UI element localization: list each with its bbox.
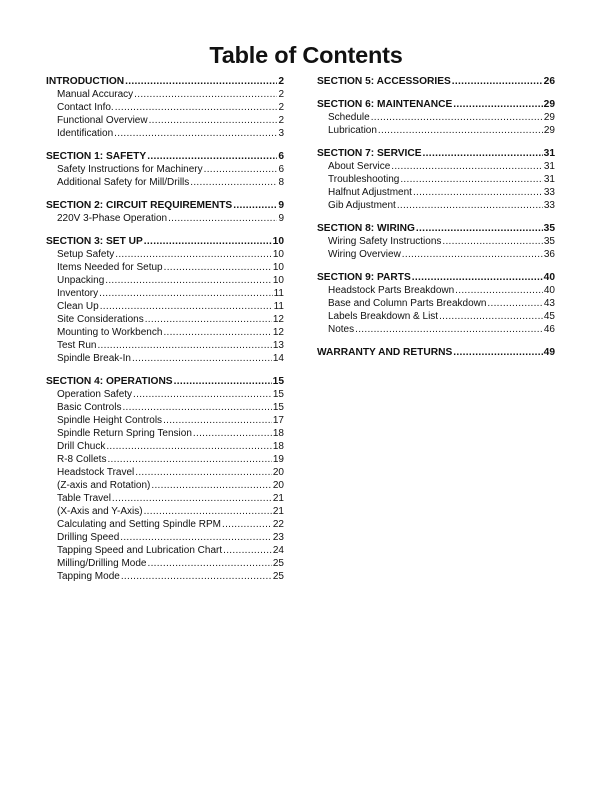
toc-section-section-3-set-up[interactable]: [46, 235, 284, 248]
page-number: 26: [543, 76, 555, 87]
page-number: 10: [272, 275, 284, 286]
dot-leader: [412, 271, 543, 284]
toc-section-section-8-wiring[interactable]: [317, 222, 555, 235]
toc-entry-z-axis-and-rotation[interactable]: [46, 479, 284, 492]
toc-entry-spindle-break-in[interactable]: [46, 352, 284, 365]
toc-section-title: SECTION 7: SERVICE: [317, 148, 422, 159]
toc-section-block: [46, 150, 284, 189]
dot-leader: [147, 150, 277, 163]
page-number: 20: [272, 480, 284, 491]
toc-entry-wiring-overview[interactable]: [317, 248, 555, 261]
page-number: 2: [278, 102, 284, 113]
toc-entry-basic-controls[interactable]: [46, 401, 284, 414]
page-number: 9: [278, 200, 284, 211]
toc-entry-label: Headstock Travel: [57, 467, 135, 478]
toc-entry-base-and-column-parts-breakdown[interactable]: [317, 297, 555, 310]
toc-section-block: [46, 199, 284, 225]
toc-entry-label: Spindle Break-In: [57, 353, 131, 364]
toc-entry-label: Drilling Speed: [57, 532, 120, 543]
toc-entry-schedule[interactable]: [317, 111, 555, 124]
toc-entry-mounting-to-workbench[interactable]: [46, 326, 284, 339]
dot-leader: [453, 98, 542, 111]
toc-entry-label: Labels Breakdown & List: [328, 311, 439, 322]
page-number: 14: [272, 353, 284, 364]
toc-entry-label: Wiring Overview: [328, 249, 401, 260]
toc-entry-about-service[interactable]: [317, 160, 555, 173]
page-number: 22: [272, 519, 284, 530]
page-number: 46: [543, 324, 555, 335]
toc-entry-calculating-and-setting-spindle-rpm[interactable]: [46, 518, 284, 531]
toc-entry-label: Calculating and Setting Spindle RPM: [57, 519, 221, 530]
page-number: 10: [272, 249, 284, 260]
toc-entry-additional-safety-for-mill-drills[interactable]: [46, 176, 284, 189]
toc-entry-label: Manual Accuracy: [57, 89, 134, 100]
toc-entry-label: Spindle Return Spring Tension: [57, 428, 192, 439]
toc-section-title: SECTION 4: OPERATIONS: [46, 376, 173, 387]
toc-section-title: INTRODUCTION: [46, 76, 125, 87]
toc-entry-label: Base and Column Parts Breakdown: [328, 298, 487, 309]
page-number: 3: [278, 128, 284, 139]
dot-leader: [134, 88, 277, 101]
page-number: 21: [272, 493, 284, 504]
toc-entry-notes[interactable]: [317, 323, 555, 336]
toc-entry-headstock-travel[interactable]: [46, 466, 284, 479]
dot-leader: [115, 101, 278, 114]
page-number: 2: [278, 76, 284, 87]
toc-entry-site-considerations[interactable]: [46, 313, 284, 326]
toc-entry-label: Unpacking: [57, 275, 105, 286]
page-number: 33: [543, 187, 555, 198]
page-number: 15: [272, 389, 284, 400]
page-number: 35: [543, 236, 555, 247]
toc-section-title: SECTION 6: MAINTENANCE: [317, 99, 453, 110]
dot-leader: [163, 414, 272, 427]
dot-leader: [151, 479, 272, 492]
toc-entry-label: Notes: [328, 324, 355, 335]
toc-entry-drill-chuck[interactable]: [46, 440, 284, 453]
toc-entry-gib-adjustment[interactable]: [317, 199, 555, 212]
toc-entry-spindle-height-controls[interactable]: [46, 414, 284, 427]
toc-section-section-5-accessories[interactable]: [317, 75, 555, 88]
dot-leader: [413, 186, 543, 199]
dot-leader: [107, 453, 271, 466]
dot-leader: [164, 261, 272, 274]
toc-entry-label: Troubleshooting: [328, 174, 400, 185]
page-number: 40: [543, 285, 555, 296]
toc-entry-label: Additional Safety for Mill/Drills: [57, 177, 190, 188]
dot-leader: [97, 339, 271, 352]
toc-entry-220v-3-phase-operation[interactable]: [46, 212, 284, 225]
page-number: 23: [272, 532, 284, 543]
dot-leader: [147, 557, 271, 570]
page-number: 49: [543, 347, 555, 358]
page-number: 31: [543, 161, 555, 172]
dot-leader: [144, 235, 272, 248]
page-number: 13: [272, 340, 284, 351]
page-number: 6: [278, 151, 284, 162]
toc-entry-spindle-return-spring-tension[interactable]: [46, 427, 284, 440]
page-number: 31: [543, 174, 555, 185]
dot-leader: [452, 75, 543, 88]
dot-leader: [135, 466, 272, 479]
toc-section-section-2-circuit-requirements[interactable]: [46, 199, 284, 212]
toc-entry-label: Basic Controls: [57, 402, 122, 413]
dot-leader: [112, 492, 272, 505]
page-number: 12: [272, 314, 284, 325]
toc-entry-label: Gib Adjustment: [328, 200, 396, 211]
page-number: 45: [543, 311, 555, 322]
toc-entry-functional-overview[interactable]: [46, 114, 284, 127]
page-number: 8: [278, 177, 284, 188]
dot-leader: [423, 147, 543, 160]
toc-entry-label: Inventory: [57, 288, 99, 299]
toc-entry-manual-accuracy[interactable]: [46, 88, 284, 101]
dot-leader: [223, 544, 272, 557]
dot-leader: [132, 352, 272, 365]
toc-right-column: [317, 75, 555, 369]
toc-entry-test-run[interactable]: [46, 339, 284, 352]
dot-leader: [163, 326, 271, 339]
page-number: 10: [272, 236, 284, 247]
dot-leader: [371, 111, 543, 124]
toc-entry-halfnut-adjustment[interactable]: [317, 186, 555, 199]
dot-leader: [121, 570, 272, 583]
dot-leader: [125, 75, 277, 88]
toc-entry-headstock-parts-breakdown[interactable]: [317, 284, 555, 297]
dot-leader: [453, 346, 542, 359]
toc-left-column: [46, 75, 284, 593]
toc-entry-label: 220V 3-Phase Operation: [57, 213, 168, 224]
toc-entry-label: Identification: [57, 128, 114, 139]
page-number: 18: [272, 428, 284, 439]
dot-leader: [400, 173, 543, 186]
toc-entry-label: Halfnut Adjustment: [328, 187, 412, 198]
page-number: 21: [272, 506, 284, 517]
dot-leader: [397, 199, 543, 212]
toc-entry-label: About Service: [328, 161, 391, 172]
toc-section-warranty-and-returns[interactable]: [317, 346, 555, 359]
toc-entry-clean-up[interactable]: [46, 300, 284, 313]
page-number: 11: [273, 301, 284, 312]
toc-section-block: [317, 98, 555, 137]
dot-leader: [391, 160, 543, 173]
dot-leader: [114, 127, 277, 140]
toc-entry-label: (Z-axis and Rotation): [57, 480, 151, 491]
dot-leader: [115, 248, 272, 261]
toc-section-block: [317, 222, 555, 261]
toc-section-title: SECTION 3: SET UP: [46, 236, 143, 247]
toc-entry-items-needed-for-setup[interactable]: [46, 261, 284, 274]
toc-entry-label: Clean Up: [57, 301, 99, 312]
toc-entry-safety-instructions-for-machinery[interactable]: [46, 163, 284, 176]
toc-entry-label: Contact Info.: [57, 102, 114, 113]
toc-entry-identification[interactable]: [46, 127, 284, 140]
dot-leader: [190, 176, 277, 189]
toc-entry-label: Wiring Safety Instructions: [328, 236, 442, 247]
toc-entry-label: (X-Axis and Y-Axis): [57, 506, 143, 517]
dot-leader: [99, 287, 272, 300]
page-number: 25: [272, 571, 284, 582]
toc-section-section-6-maintenance[interactable]: [317, 98, 555, 111]
toc-entry-label: Tapping Speed and Lubrication Chart: [57, 545, 223, 556]
toc-section-introduction[interactable]: [46, 75, 284, 88]
dot-leader: [193, 427, 272, 440]
dot-leader: [204, 163, 278, 176]
toc-entry-wiring-safety-instructions[interactable]: [317, 235, 555, 248]
page-number: 29: [543, 112, 555, 123]
page-number: 29: [543, 125, 555, 136]
dot-leader: [487, 297, 542, 310]
toc-section-title: SECTION 2: CIRCUIT REQUIREMENTS: [46, 200, 233, 211]
toc-entry-label: Drill Chuck: [57, 441, 106, 452]
toc-entry-label: Lubrication: [328, 125, 377, 136]
toc-section-block: [46, 235, 284, 365]
dot-leader: [120, 531, 272, 544]
toc-entry-inventory[interactable]: [46, 287, 284, 300]
dot-leader: [402, 248, 543, 261]
page-number: 33: [543, 200, 555, 211]
dot-leader: [233, 199, 277, 212]
dot-leader: [106, 440, 272, 453]
toc-entry-label: Items Needed for Setup: [57, 262, 163, 273]
toc-entry-label: Milling/Drilling Mode: [57, 558, 147, 569]
toc-section-block: [46, 375, 284, 583]
dot-leader: [122, 401, 271, 414]
toc-entry-label: Table Travel: [57, 493, 111, 504]
toc-entry-label: Operation Safety: [57, 389, 133, 400]
toc-entry-label: Functional Overview: [57, 115, 148, 126]
page-number: 36: [543, 249, 555, 260]
toc-entry-milling-drilling-mode[interactable]: [46, 557, 284, 570]
toc-entry-label: Schedule: [328, 112, 370, 123]
toc-entry-label: Tapping Mode: [57, 571, 120, 582]
page-number: 25: [272, 558, 284, 569]
toc-section-title: SECTION 1: SAFETY: [46, 151, 147, 162]
toc-entry-troubleshooting[interactable]: [317, 173, 555, 186]
dot-leader: [222, 518, 272, 531]
toc-section-title: SECTION 5: ACCESSORIES: [317, 76, 451, 87]
dot-leader: [100, 300, 273, 313]
page-number: 6: [278, 164, 284, 175]
toc-section-block: [317, 271, 555, 336]
toc-section-section-7-service[interactable]: [317, 147, 555, 160]
toc-section-title: WARRANTY AND RETURNS: [317, 347, 453, 358]
toc-entry-unpacking[interactable]: [46, 274, 284, 287]
toc-section-block: [317, 346, 555, 359]
toc-entry-label: Mounting to Workbench: [57, 327, 163, 338]
dot-leader: [378, 124, 543, 137]
page-number: 12: [272, 327, 284, 338]
dot-leader: [133, 388, 272, 401]
toc-section-title: SECTION 8: WIRING: [317, 223, 415, 234]
toc-section-section-4-operations[interactable]: [46, 375, 284, 388]
toc-entry-operation-safety[interactable]: [46, 388, 284, 401]
page-number: 17: [272, 415, 284, 426]
page-number: 10: [272, 262, 284, 273]
dot-leader: [442, 235, 543, 248]
dot-leader: [439, 310, 543, 323]
dot-leader: [416, 222, 543, 235]
page-title: Table of Contents: [209, 42, 403, 68]
toc-entry-x-axis-and-y-axis[interactable]: [46, 505, 284, 518]
page-number: 15: [272, 376, 284, 387]
toc-entry-labels-breakdown-list[interactable]: [317, 310, 555, 323]
page-number: 15: [272, 402, 284, 413]
page-number: 2: [278, 115, 284, 126]
toc-entry-label: Site Considerations: [57, 314, 144, 325]
page-number: 29: [543, 99, 555, 110]
page-number: 2: [278, 89, 284, 100]
toc-entry-drilling-speed[interactable]: [46, 531, 284, 544]
dot-leader: [174, 375, 272, 388]
toc-section-title: SECTION 9: PARTS: [317, 272, 411, 283]
dot-leader: [455, 284, 543, 297]
page-number: 9: [278, 213, 284, 224]
dot-leader: [149, 114, 278, 127]
page-number: 20: [272, 467, 284, 478]
page-number: 19: [272, 454, 284, 465]
toc-section-section-1-safety[interactable]: [46, 150, 284, 163]
page-number: 18: [272, 441, 284, 452]
toc-entry-setup-safety[interactable]: [46, 248, 284, 261]
toc-entry-label: Headstock Parts Breakdown: [328, 285, 455, 296]
page-number: 31: [543, 148, 555, 159]
toc-entry-table-travel[interactable]: [46, 492, 284, 505]
toc-entry-lubrication[interactable]: [317, 124, 555, 137]
dot-leader: [355, 323, 543, 336]
toc-section-section-9-parts[interactable]: [317, 271, 555, 284]
toc-entry-r-8-collets[interactable]: [46, 453, 284, 466]
toc-entry-contact-info[interactable]: [46, 101, 284, 114]
dot-leader: [145, 313, 272, 326]
toc-entry-label: Spindle Height Controls: [57, 415, 163, 426]
dot-leader: [144, 505, 272, 518]
toc-section-block: [46, 75, 284, 140]
page-number: 43: [543, 298, 555, 309]
toc-entry-label: Setup Safety: [57, 249, 115, 260]
page-number: 35: [543, 223, 555, 234]
toc-entry-tapping-mode[interactable]: [46, 570, 284, 583]
dot-leader: [105, 274, 272, 287]
toc-section-block: [317, 147, 555, 212]
toc-entry-label: Test Run: [57, 340, 97, 351]
page-number: 40: [543, 272, 555, 283]
toc-entry-label: R-8 Collets: [57, 454, 107, 465]
page-number: 24: [272, 545, 284, 556]
dot-leader: [168, 212, 277, 225]
page-number: 11: [273, 288, 284, 299]
toc-section-block: [317, 75, 555, 88]
toc-entry-tapping-speed-and-lubrication-chart[interactable]: [46, 544, 284, 557]
toc-entry-label: Safety Instructions for Machinery: [57, 164, 203, 175]
